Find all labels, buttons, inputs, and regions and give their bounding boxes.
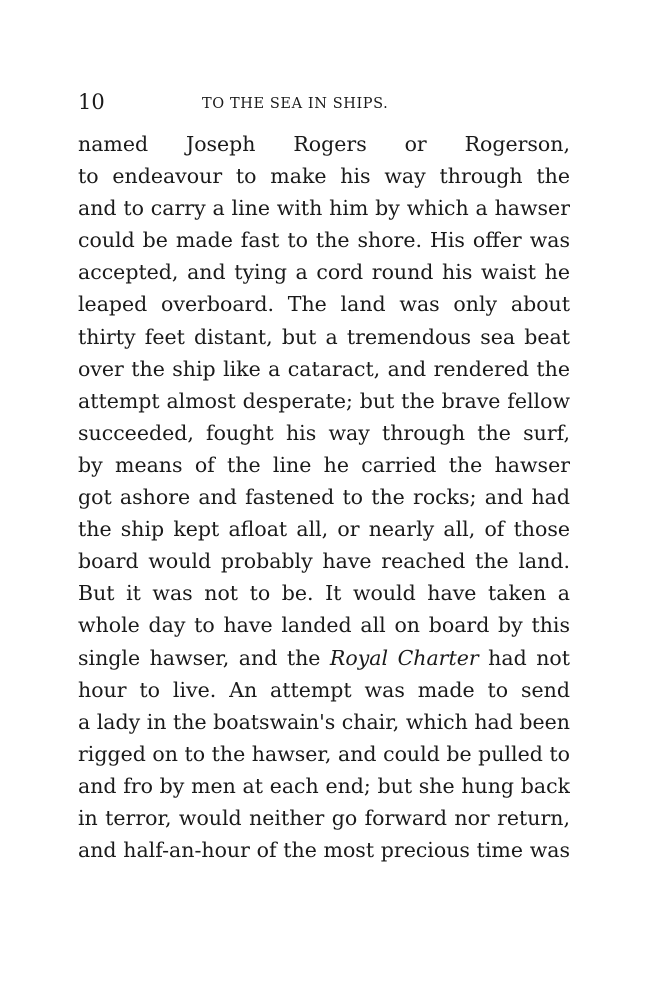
text-line: got ashore and fastened to the rocks; and had (78, 485, 570, 510)
text-line: succeeded, fought his way through the surf, (78, 420, 570, 445)
text-line: the ship kept afloat all, or nearly all, of those (78, 517, 570, 542)
text-line: hour to live. An attempt was made to send (78, 677, 570, 702)
text-line: rigged on to the hawser, and could be pulled to (78, 741, 570, 766)
text-line: and fro by men at each end; but she hung back (78, 773, 570, 798)
text-line: accepted, and tying a cord round his waist he (78, 260, 570, 285)
text-line: whole day to have landed all on board by this (78, 613, 570, 638)
text-line: by means of the line he carried the hawser (78, 452, 570, 477)
text-line: named Joseph Rogers or Rogerson, (78, 132, 570, 156)
text-line: board would probably have reached the land. (78, 549, 570, 574)
text-line: a lady in the boatswain's chair, which had been (78, 709, 570, 734)
text-line: attempt almost desperate; but the brave fellow (78, 388, 570, 413)
text-line: and half-an-hour of the most precious time was (78, 838, 570, 863)
text-line: leaped overboard. The land was only about (78, 292, 570, 317)
text-line: and to carry a line with him by which a hawser (78, 196, 570, 221)
text-line: But it was not to be. It would have taken a (78, 581, 570, 606)
text-line: to endeavour to make his way through the (78, 164, 570, 189)
text-line: over the ship like a cataract, and rendered the (78, 356, 570, 381)
text-line: single hawser, and the Royal Charter had not (78, 645, 570, 670)
text-line: thirty feet distant, but a tremendous sea beat (78, 324, 570, 349)
ship-name-italic: Royal Charter (329, 645, 479, 670)
page-number: 10 (78, 90, 105, 114)
page-header (78, 88, 570, 116)
text-line: could be made fast to the shore. His offer was (78, 228, 570, 253)
text-line: in terror, would neither go forward nor return, (78, 805, 570, 830)
running-head: TO THE SEA IN SHIPS. (202, 96, 389, 112)
body-text (78, 128, 570, 866)
